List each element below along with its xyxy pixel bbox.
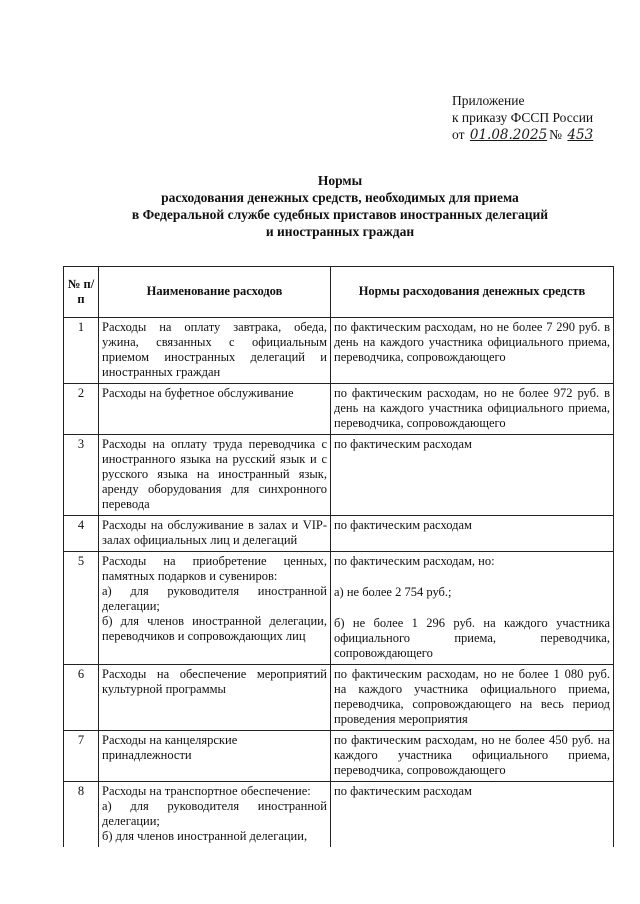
handwritten-date: 01.08.2025 — [469, 127, 548, 143]
table-row — [64, 516, 614, 552]
row-number: 8 — [64, 782, 99, 848]
appendix-title: Приложение — [452, 93, 525, 108]
expense-name-group — [99, 782, 331, 848]
expense-name-sub-a: а) для руководителя иностранной делегации; — [102, 584, 327, 613]
expense-norm: по фактическим расходам — [331, 516, 614, 552]
expense-name: Расходы на транспортное обеспечение: — [102, 784, 311, 798]
row-number: 5 — [64, 552, 99, 665]
column-header-name: Наименование расходов — [99, 267, 331, 318]
row-number: 4 — [64, 516, 99, 552]
number-label: № — [549, 127, 563, 142]
expense-norm: по фактическим расходам, но не более 1 080 руб. на каждого участника официального приема, переводчика, сопровождающего на весь период проведения мероприятия — [331, 665, 614, 731]
appendix-order-ref: к приказу ФССП России — [452, 110, 594, 125]
expense-norm: по фактическим расходам, но не более 7 290 руб. в день на каждого участника официального приема, переводчика, сопровождающего — [331, 318, 614, 384]
expense-norm-sub-b: б) не более 1 296 руб. на каждого участника официального приема, переводчика, сопровождающего — [334, 616, 610, 660]
table-row — [64, 318, 614, 384]
table-row — [64, 731, 614, 782]
expense-norm: по фактическим расходам — [331, 435, 614, 516]
appendix-block — [452, 92, 595, 144]
table-row — [64, 782, 614, 848]
table-row — [64, 552, 614, 665]
expense-norm-sub-a: а) не более 2 754 руб.; — [334, 585, 452, 599]
document-heading — [40, 172, 640, 240]
expense-name: Расходы на буфетное обслуживание — [99, 384, 331, 435]
row-number: 3 — [64, 435, 99, 516]
table-row — [64, 384, 614, 435]
table-row — [64, 435, 614, 516]
column-header-number: № п/п — [64, 267, 99, 318]
row-number: 1 — [64, 318, 99, 384]
expense-norm: по фактическим расходам, но: — [334, 554, 495, 568]
expense-norm-group — [331, 552, 614, 665]
table-row — [64, 665, 614, 731]
row-number: 7 — [64, 731, 99, 782]
row-number: 6 — [64, 665, 99, 731]
heading-line-2: расходования денежных средств, необходимых для приема — [161, 190, 519, 205]
heading-line-4: и иностранных граждан — [265, 224, 415, 239]
expense-name: Расходы на канцелярские принадлежности — [99, 731, 331, 782]
expense-name-sub-a: а) для руководителя иностранной делегации; — [102, 799, 327, 828]
expense-name: Расходы на обеспечение мероприятий культурной программы — [99, 665, 331, 731]
date-prefix: от — [452, 127, 465, 142]
expense-norm: по фактическим расходам — [331, 782, 614, 848]
expense-norm: по фактическим расходам, но не более 450 руб. на каждого участника официального приема, переводчика, сопровождающего — [331, 731, 614, 782]
expense-name-sub-b: б) для членов иностранной делегации, — [102, 829, 308, 843]
expense-name: Расходы на обслуживание в залах и VIP-залах официальных лиц и делегаций — [99, 516, 331, 552]
handwritten-number: 453 — [567, 127, 594, 143]
appendix-date-line — [452, 126, 595, 144]
table-header-row — [64, 267, 614, 318]
row-number: 2 — [64, 384, 99, 435]
expense-name-sub-b: б) для членов иностранной делегации, переводчиков и сопровождающих лиц — [102, 614, 327, 643]
expense-name-group — [99, 552, 331, 665]
heading-line-3: в Федеральной службе судебных приставов иностранных делегаций — [131, 207, 549, 222]
expense-name: Расходы на оплату труда переводчика с иностранного языка на русский язык и с русского языка на иностранный язык, аренду оборудования для синхронного перевода — [99, 435, 331, 516]
heading-title: Нормы — [317, 173, 363, 188]
expense-name: Расходы на оплату завтрака, обеда, ужина, связанных с официальным приемом иностранных делегаций и иностранных граждан — [99, 318, 331, 384]
norms-table — [63, 266, 614, 847]
column-header-norm: Нормы расходования денежных средств — [331, 267, 614, 318]
expense-norm: по фактическим расходам, но не более 972 руб. в день на каждого участника официального приема, переводчика, сопровождающего — [331, 384, 614, 435]
expense-name: Расходы на приобретение ценных, памятных подарков и сувениров: — [102, 554, 327, 583]
